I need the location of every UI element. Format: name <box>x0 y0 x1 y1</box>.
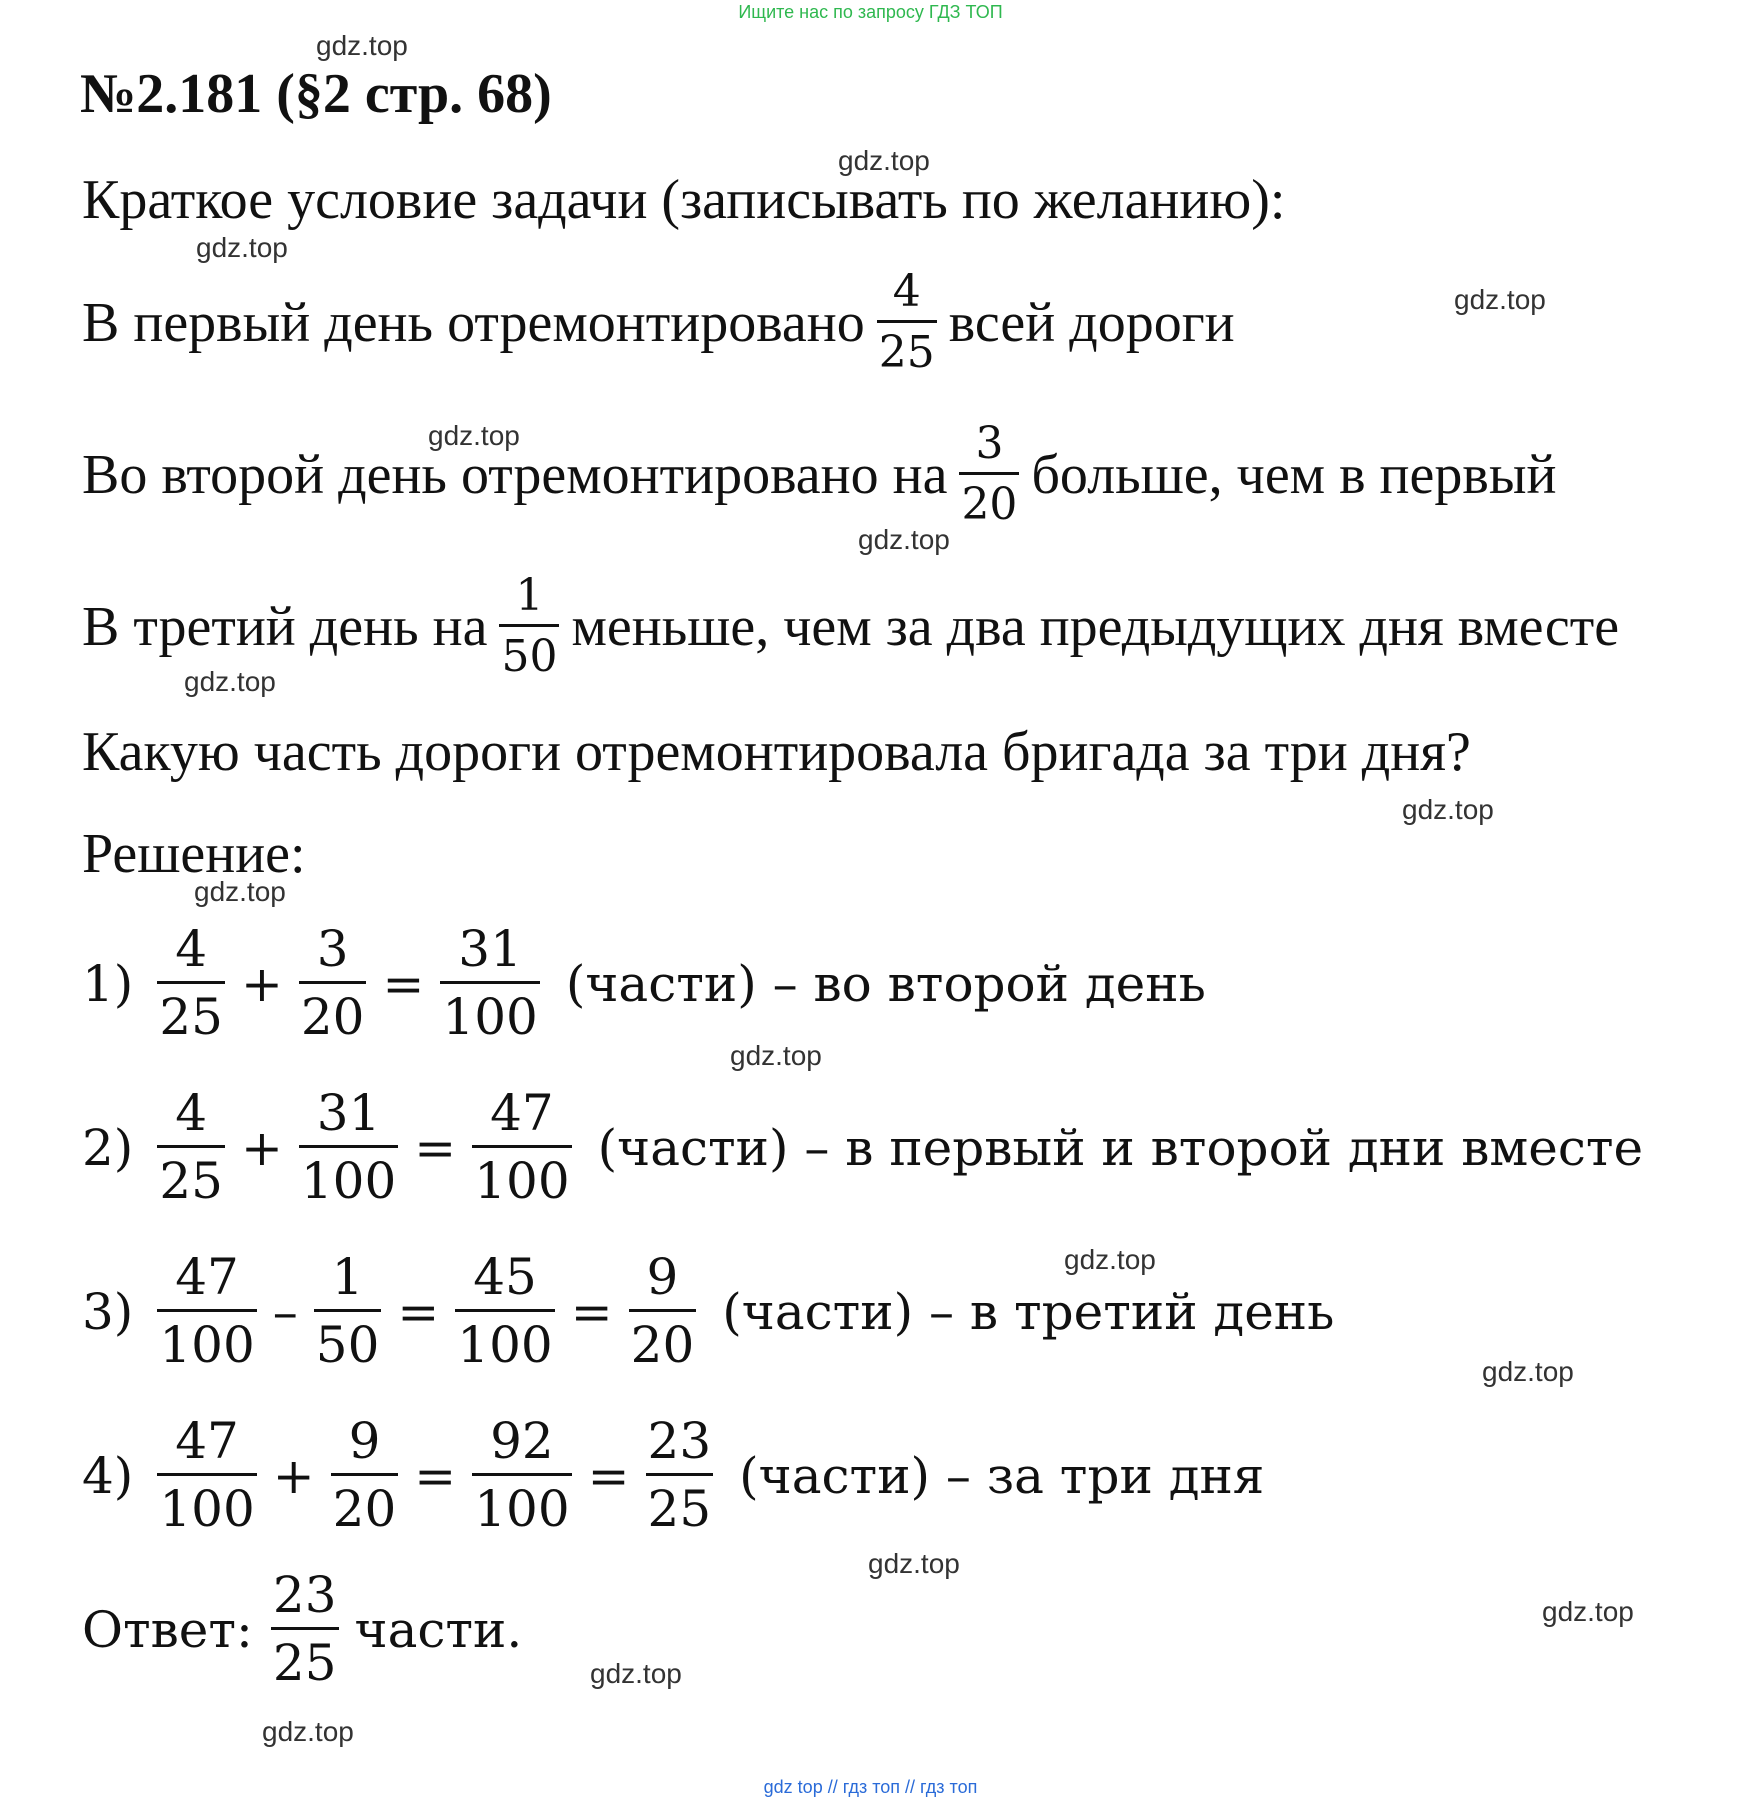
condition-day3 <box>82 572 1619 682</box>
step-1-fraction-b <box>299 922 367 1045</box>
step-1-fraction-result <box>440 922 539 1045</box>
fraction-bar <box>499 624 559 627</box>
step-2-fraction-b-numerator: 31 <box>316 1084 381 1142</box>
step-3-fraction-intermediate <box>455 1250 554 1373</box>
fraction-bar <box>629 1309 697 1312</box>
watermark: gdz.top <box>838 145 930 176</box>
step-4-intermediate-numerator: 92 <box>490 1412 554 1470</box>
fraction-bar <box>271 1627 339 1630</box>
step-1-fraction-b-denominator: 20 <box>300 988 365 1046</box>
step-4-label: 4) <box>82 1446 134 1505</box>
day3-numerator: 1 <box>515 570 544 621</box>
answer-denominator: 25 <box>272 1634 337 1692</box>
answer-fraction <box>271 1568 339 1691</box>
step-4-equals: = <box>414 1446 457 1505</box>
step-1-equals: = <box>382 954 425 1013</box>
step-1-fraction-b-numerator: 3 <box>316 920 349 978</box>
footer-watermark: gdz top // гдз топ // гдз топ <box>763 1777 978 1797</box>
step-4-fraction-b-denominator: 20 <box>332 1480 397 1538</box>
watermark: gdz.top <box>730 1040 822 1071</box>
step-4-fraction-b-numerator: 9 <box>348 1412 381 1470</box>
step-2-fraction-result <box>472 1086 571 1209</box>
step-4-result-denominator: 25 <box>647 1480 712 1538</box>
step-2-equals: = <box>414 1118 457 1177</box>
day1-fraction <box>877 268 937 378</box>
day1-numerator: 4 <box>892 266 921 317</box>
watermark: gdz.top <box>590 1658 682 1689</box>
watermark: gdz.top <box>184 666 276 697</box>
fraction-bar <box>157 981 225 984</box>
step-4-fraction-a-denominator: 100 <box>159 1480 255 1538</box>
day2-denominator: 20 <box>961 479 1018 531</box>
fraction-bar <box>157 1473 256 1476</box>
step-3-intermediate-denominator: 100 <box>457 1316 553 1374</box>
step-3-result-numerator: 9 <box>646 1248 679 1306</box>
day2-before-text: Во второй день отремонтировано на <box>82 443 948 506</box>
step-3-operator: – <box>272 1282 298 1341</box>
day1-before-text: В первый день отремонтировано <box>82 291 865 354</box>
watermark: gdz.top <box>1402 794 1494 825</box>
fraction-bar <box>959 472 1019 475</box>
step-4-note: (части) – за три дня <box>739 1446 1265 1505</box>
question-text: Какую часть дороги отремонтировала бригада за три дня? <box>82 721 1471 783</box>
step-4-result-numerator: 23 <box>647 1412 712 1470</box>
fraction-bar <box>646 1473 714 1476</box>
step-4-fraction-b <box>331 1414 399 1537</box>
step-2-result-numerator: 47 <box>490 1084 554 1142</box>
watermark: gdz.top <box>428 420 520 451</box>
answer-line <box>82 1568 522 1691</box>
watermark: gdz.top <box>868 1548 960 1579</box>
step-1-fraction-a-numerator: 4 <box>175 920 208 978</box>
watermark: gdz.top <box>316 30 408 61</box>
step-2-fraction-a <box>157 1086 225 1209</box>
watermark: gdz.top <box>196 232 288 263</box>
day3-before-text: В третий день на <box>82 595 488 658</box>
fraction-bar <box>877 320 937 323</box>
day3-after-text: меньше, чем за два предыдущих дня вместе <box>571 595 1620 658</box>
step-3-fraction-a-denominator: 100 <box>159 1316 255 1374</box>
step-1-result-denominator: 100 <box>442 988 538 1046</box>
step-2-fraction-b <box>299 1086 398 1209</box>
watermark: gdz.top <box>262 1716 354 1747</box>
step-2-fraction-a-denominator: 25 <box>159 1152 223 1210</box>
step-3-equals: = <box>397 1282 440 1341</box>
step-1-note: (части) – во второй день <box>565 954 1206 1013</box>
condition-intro-text: Краткое условие задачи (записывать по желанию): <box>82 169 1286 231</box>
step-3-fraction-a-numerator: 47 <box>175 1248 239 1306</box>
step-3-result-denominator: 20 <box>630 1316 695 1374</box>
step-3-label: 3) <box>82 1282 134 1341</box>
fraction-bar <box>299 1145 398 1148</box>
solution-heading <box>82 823 306 885</box>
solution-step-1 <box>82 922 1206 1045</box>
day1-after-text: всей дороги <box>948 291 1235 354</box>
solution-heading-text: Решение: <box>82 823 306 885</box>
day2-numerator: 3 <box>975 418 1004 469</box>
watermark: gdz.top <box>1064 1244 1156 1275</box>
watermark: gdz.top <box>1482 1356 1574 1387</box>
step-1-result-numerator: 31 <box>458 920 522 978</box>
day2-after-text: больше, чем в первый <box>1031 443 1557 506</box>
step-1-label: 1) <box>82 954 134 1013</box>
condition-intro <box>82 169 1286 231</box>
step-3-note: (части) – в третий день <box>722 1282 1335 1341</box>
solution-step-2 <box>82 1086 1643 1209</box>
step-2-operator: + <box>240 1118 283 1177</box>
watermark: gdz.top <box>1454 284 1546 315</box>
fraction-bar <box>157 1309 256 1312</box>
fraction-bar <box>314 1309 382 1312</box>
condition-day2 <box>82 420 1556 530</box>
step-1-fraction-a-denominator: 25 <box>159 988 223 1046</box>
step-3-intermediate-numerator: 45 <box>473 1248 537 1306</box>
step-4-fraction-result <box>646 1414 714 1537</box>
step-4-fraction-intermediate <box>472 1414 571 1537</box>
step-3-fraction-a <box>157 1250 256 1373</box>
day1-denominator: 25 <box>878 327 935 379</box>
step-4-operator: + <box>272 1446 315 1505</box>
fraction-bar <box>472 1145 571 1148</box>
fraction-bar <box>455 1309 554 1312</box>
watermark: gdz.top <box>194 876 286 907</box>
step-2-fraction-b-denominator: 100 <box>300 1152 397 1210</box>
step-3-fraction-b <box>314 1250 382 1373</box>
step-3-fraction-b-numerator: 1 <box>331 1248 364 1306</box>
day3-denominator: 50 <box>501 631 558 683</box>
solution-step-4 <box>82 1414 1264 1537</box>
watermark: gdz.top <box>1542 1596 1634 1627</box>
answer-label: Ответ: <box>82 1600 253 1659</box>
fraction-bar <box>472 1473 571 1476</box>
step-2-result-denominator: 100 <box>474 1152 570 1210</box>
step-3-equals-second: = <box>570 1282 613 1341</box>
step-4-equals-second: = <box>587 1446 630 1505</box>
fraction-bar <box>299 981 367 984</box>
condition-day1 <box>82 268 1235 378</box>
page-title: №2.181 (§2 стр. 68) <box>80 63 552 125</box>
step-4-fraction-a <box>157 1414 256 1537</box>
top-banner: Ищите нас по запросу ГДЗ ТОП <box>738 2 1003 22</box>
step-1-operator: + <box>240 954 283 1013</box>
fraction-bar <box>440 981 539 984</box>
fraction-bar <box>157 1145 225 1148</box>
step-2-note: (части) – в первый и второй дни вместе <box>597 1118 1644 1177</box>
step-2-fraction-a-numerator: 4 <box>175 1084 208 1142</box>
day2-fraction <box>959 420 1019 530</box>
condition-question <box>82 721 1471 783</box>
step-4-fraction-a-numerator: 47 <box>175 1412 239 1470</box>
watermark: gdz.top <box>858 524 950 555</box>
day3-fraction <box>499 572 559 682</box>
answer-tail: части. <box>354 1600 523 1659</box>
answer-numerator: 23 <box>272 1566 337 1624</box>
step-4-intermediate-denominator: 100 <box>474 1480 570 1538</box>
step-3-fraction-result <box>629 1250 697 1373</box>
fraction-bar <box>331 1473 399 1476</box>
step-3-fraction-b-denominator: 50 <box>315 1316 380 1374</box>
step-1-fraction-a <box>157 922 225 1045</box>
step-2-label: 2) <box>82 1118 134 1177</box>
